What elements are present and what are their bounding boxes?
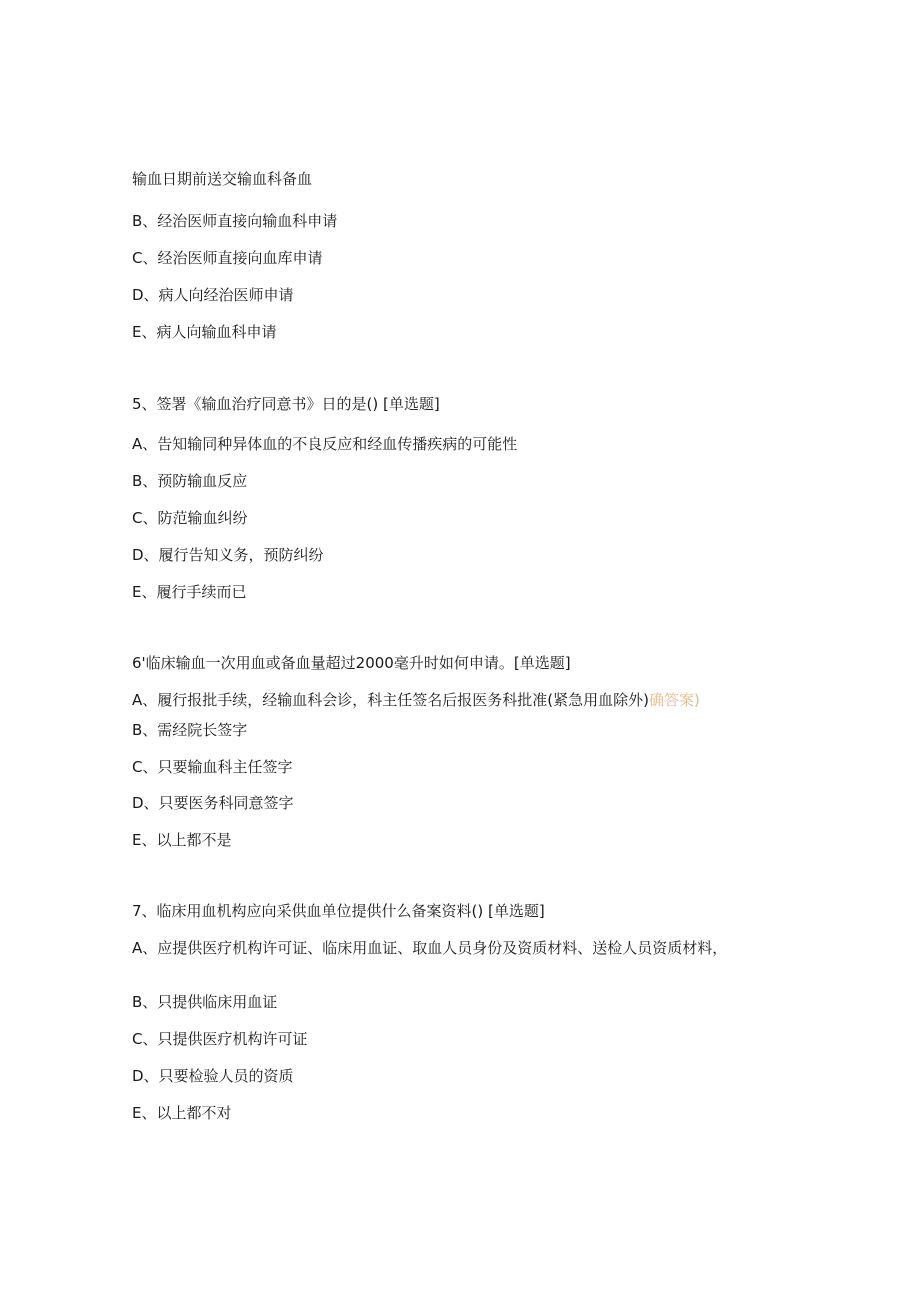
q6-option-d: D、只要医务科同意签字 [132, 794, 294, 812]
q4-option-c: C、经治医师直接向血库申请 [132, 249, 323, 267]
q4-option-a-continued: 输血日期前送交输血科备血 [132, 170, 313, 188]
q7-option-e: E、以上都不对 [132, 1104, 232, 1122]
q6-answer-hint: 确答案) [648, 691, 700, 709]
q5-question: 5、签署《输血治疗同意书》日的是() [单选题] [132, 395, 440, 413]
q6-question: 6'临床输血一次用血或备血量超过2000毫升时如何申请。[单选题] [132, 654, 571, 672]
q4-option-e: E、病人向输血科申请 [132, 323, 277, 341]
q4-option-b: B、经治医师直接向输血科申请 [132, 212, 338, 230]
q7-option-c: C、只提供医疗机构许可证 [132, 1030, 308, 1048]
q5-option-a: A、告知输同种异体血的不良反应和经血传播疾病的可能性 [132, 435, 518, 453]
q7-option-d: D、只要检验人员的资质 [132, 1067, 294, 1085]
q7-question: 7、临床用血机构应向采供血单位提供什么备案资料() [单选题] [132, 902, 545, 920]
q6-option-a [132, 688, 700, 712]
q6-option-a-text: A、履行报批手续，经输血科会诊，科主任签名后报医务科批准(紧急用血除外) [132, 691, 649, 709]
q6-option-e: E、以上都不是 [132, 831, 232, 849]
q7-option-b: B、只提供临床用血证 [132, 993, 278, 1011]
q7-option-a: A、应提供医疗机构许可证、临床用血证、取血人员身份及资质材料、送检人员资质材料， [132, 939, 728, 957]
q5-option-e: E、履行手续而已 [132, 583, 247, 601]
q6-option-b: B、需经院长签字 [132, 721, 248, 739]
q5-option-c: C、防范输血纠纷 [132, 509, 248, 527]
q5-option-b: B、预防输血反应 [132, 472, 248, 490]
q5-option-d: D、履行告知义务，预防纠纷 [132, 546, 324, 564]
q4-option-d: D、病人向经治医师申请 [132, 286, 294, 304]
q6-option-c: C、只要输血科主任签字 [132, 758, 293, 776]
